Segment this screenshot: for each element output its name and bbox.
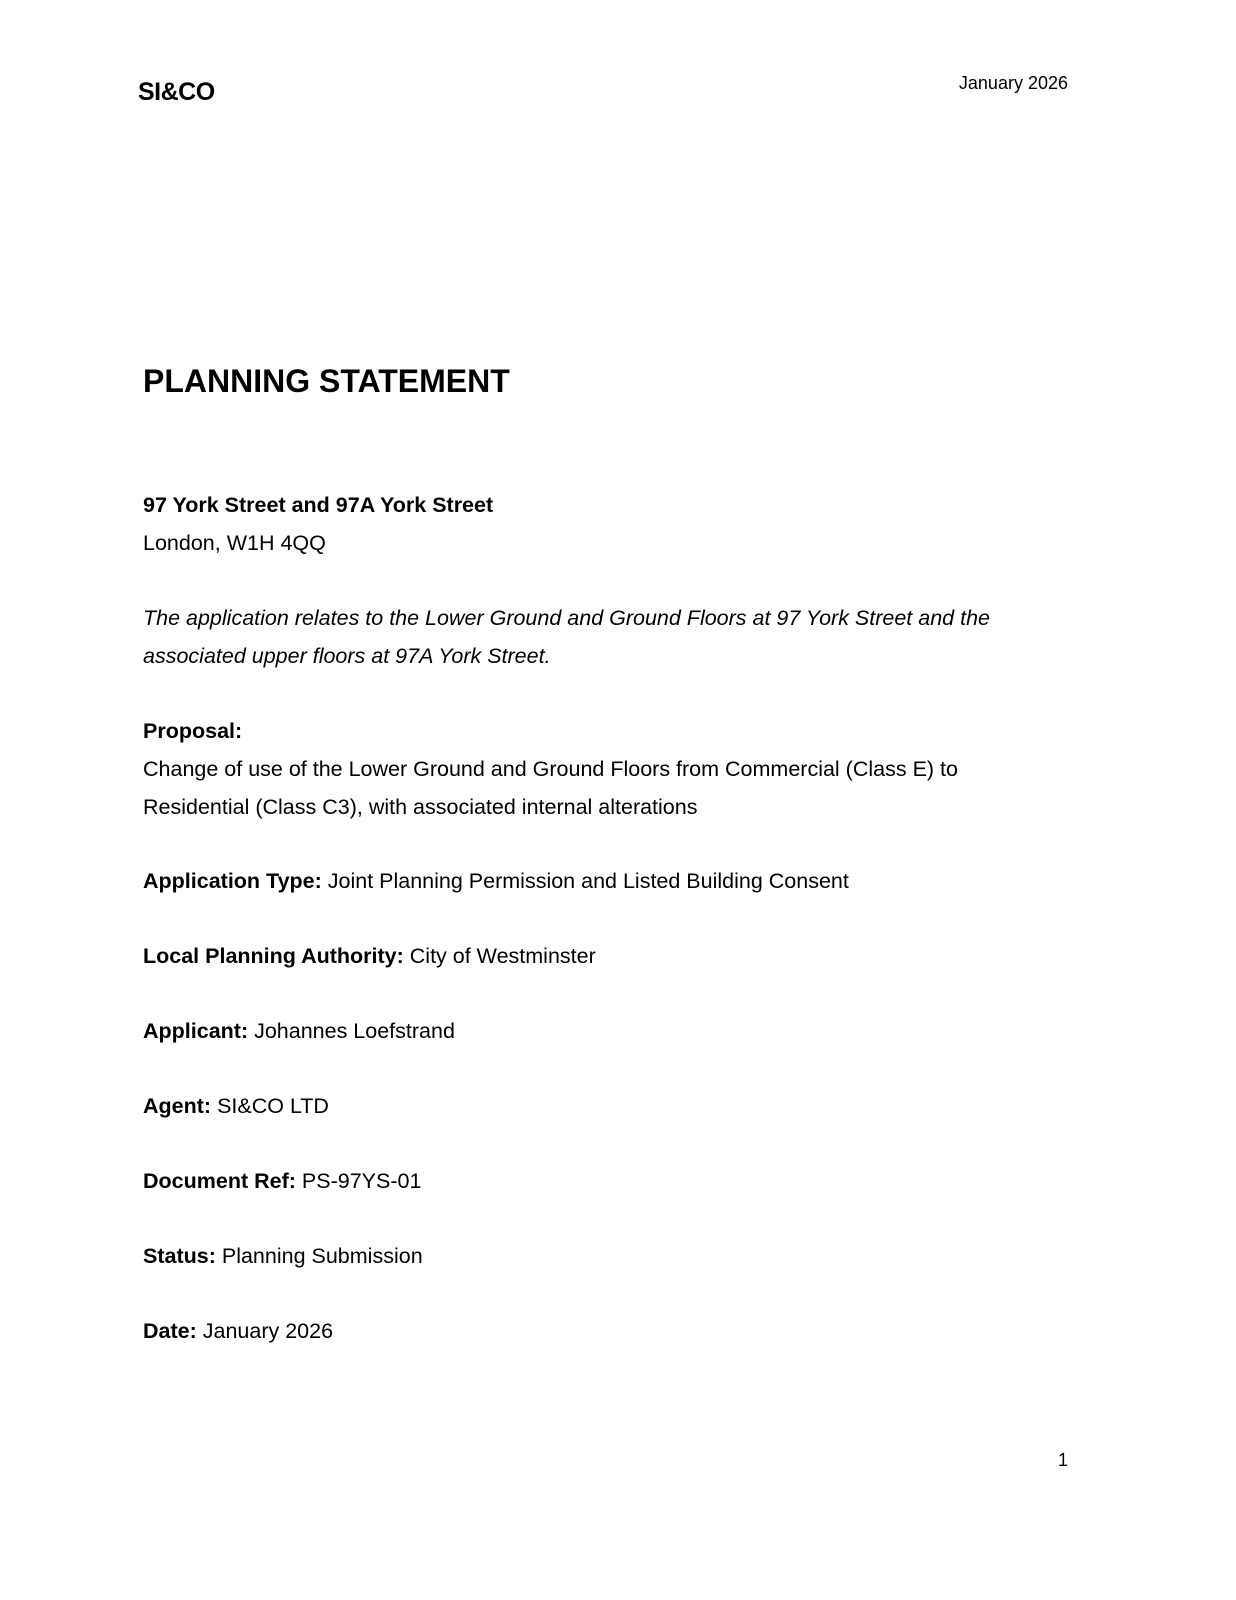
header-date: January 2026 — [958, 73, 1068, 93]
field-local-planning-authority — [143, 937, 1043, 975]
field-value: Johannes Loefstrand — [254, 1019, 455, 1043]
field-value: PS-97YS-01 — [301, 1169, 422, 1193]
proposal-section — [143, 712, 1043, 826]
field-label: Date: — [143, 1319, 197, 1343]
field-value: SI&CO LTD — [217, 1094, 329, 1118]
field-application-type — [143, 862, 1043, 900]
field-label: Local Planning Authority: — [143, 944, 404, 968]
field-value: Joint Planning Permission and Listed Building Consent — [327, 869, 849, 893]
address-line-2: London, W1H 4QQ — [143, 531, 326, 555]
field-label: Applicant: — [143, 1019, 249, 1043]
field-value: City of Westminster — [409, 944, 596, 968]
field-date — [143, 1312, 1043, 1350]
proposal-label: Proposal: — [143, 719, 243, 743]
description-line-1: The application relates to the Lower Ground and Ground Floors at 97 York Street and the — [143, 606, 990, 630]
field-status — [143, 1237, 1043, 1275]
field-label: Document Ref: — [143, 1169, 296, 1193]
page-number: 1 — [1057, 1450, 1068, 1470]
document-title: PLANNING STATEMENT — [143, 363, 510, 399]
site-description — [143, 599, 1043, 675]
field-value: Planning Submission — [221, 1244, 423, 1268]
field-label: Status: — [143, 1244, 216, 1268]
field-applicant — [143, 1012, 1043, 1050]
field-value: January 2026 — [202, 1319, 334, 1343]
proposal-line-2: Residential (Class C3), with associated internal alterations — [143, 795, 698, 819]
company-logo: SI&CO — [138, 78, 215, 106]
description-line-2: associated upper floors at 97A York Street. — [143, 644, 551, 668]
field-agent — [143, 1087, 1043, 1125]
address-line-1: 97 York Street and 97A York Street — [143, 493, 494, 517]
field-document-ref — [143, 1162, 1043, 1200]
proposal-line-1: Change of use of the Lower Ground and Ground Floors from Commercial (Class E) to — [143, 757, 958, 781]
site-address — [143, 486, 1043, 562]
field-label: Application Type: — [143, 869, 322, 893]
field-label: Agent: — [143, 1094, 212, 1118]
